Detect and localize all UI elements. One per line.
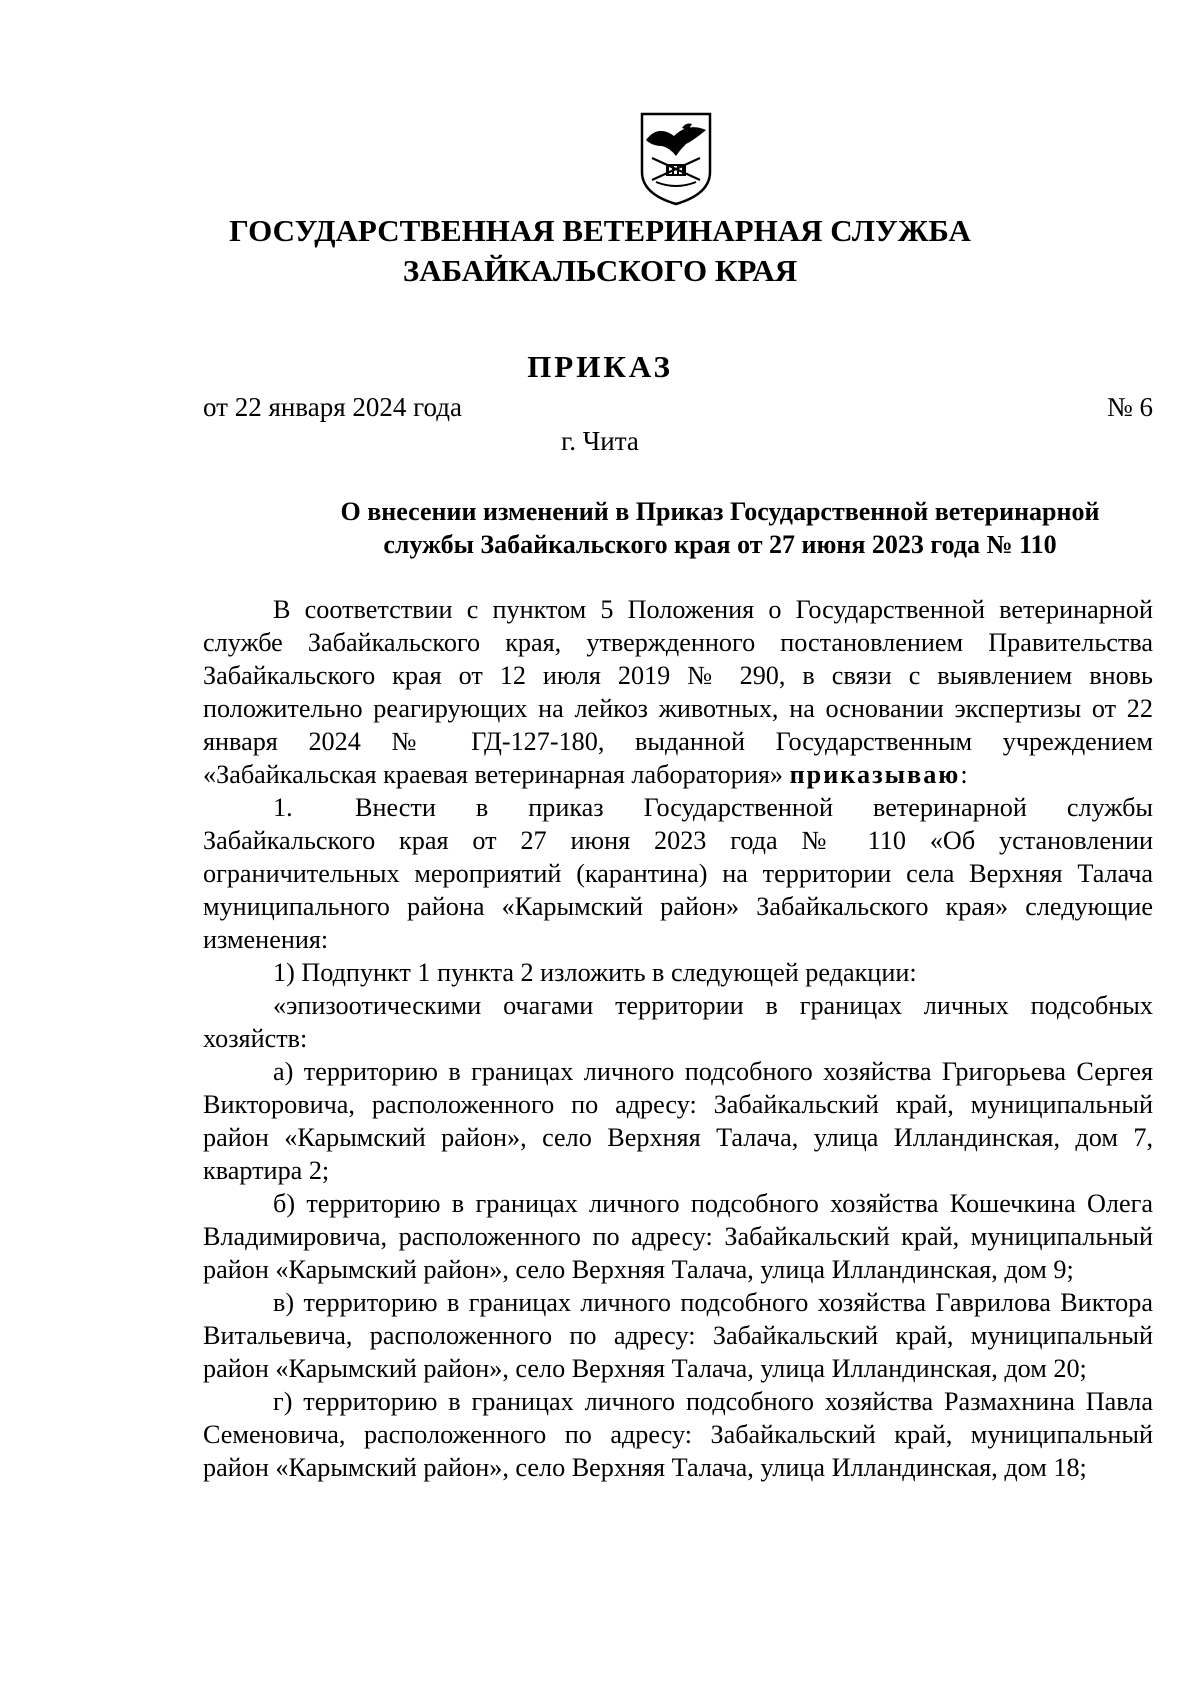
item-1-paragraph — [203, 791, 1153, 956]
agency-name-line1: ГОСУДАРСТВЕННАЯ ВЕТЕРИНАРНАЯ СЛУЖБА — [229, 213, 971, 248]
order-subject-line2: службы Забайкальского края от 27 июня 2023 года № 110 — [383, 530, 1057, 559]
subitem-1-paragraph: 1) Подпункт 1 пункта 2 изложить в следующей редакции: — [273, 958, 917, 987]
quote-intro-paragraph: «эпизоотическими очагами территории в границах личных подсобных хозяйств: — [203, 991, 1153, 1053]
order-subject — [290, 495, 1150, 561]
preamble-paragraph — [203, 593, 1153, 791]
agency-name — [0, 211, 1200, 291]
para-b: б) территорию в границах личного подсобного хозяйства Кошечкина Олега Владимировича, расположенного по адресу: Забайкальский край, муниципальный район «Карымский район», село Верхняя Талача, улица Илландинская, дом 9; — [203, 1189, 1153, 1284]
para-g: г) территорию в границах личного подсобного хозяйства Размахнина Павла Семеновича, расположенного по адресу: Забайкальский край, муниципальный район «Карымский район», село Верхняя Талача, улица Илландинская, дом 18; — [203, 1387, 1153, 1482]
order-body — [203, 593, 1153, 1484]
para-v: в) территорию в границах личного подсобного хозяйства Гаврилова Виктора Витальевича, расположенного по адресу: Забайкальский край, муниципальный район «Карымский район», село Верхняя Талача, улица Илландинская, дом 20; — [203, 1288, 1153, 1383]
agency-name-line2: ЗАБАЙКАЛЬСКОГО КРАЯ — [402, 253, 798, 288]
item-1-text: Внести в приказ Государственной ветеринарной службы Забайкальского края от 27 июня 2023 года № 110 «Об установлении ограничительных мероприятий (карантина) на территории села Верхняя Талача муниципального района «Карымский район» Забайкальского края» следующие изменения: — [203, 793, 1153, 954]
para-a: а) территорию в границах личного подсобного хозяйства Григорьева Сергея Викторовича, расположенного по адресу: Забайкальский край, муниципальный район «Карымский район», село Верхняя Талача, улица Илландинская, дом 7, квартира 2; — [203, 1057, 1153, 1185]
orders-word: приказываю — [789, 760, 961, 789]
preamble-text: В соответствии с пунктом 5 Положения о Государственной ветеринарной службе Забайкальского края, утвержденного постановлением Правительства Забайкальского края от 12 июля 2019 № 290, в связи с выявлением вновь положительно реагирующих на лейкоз животных, на основании экспертизы от 22 января 2024 № ГД-127-180, выданной Государственным учреждением «Забайкальская краевая ветеринарная лаборатория» — [203, 595, 1153, 789]
order-number: № 6 — [1106, 392, 1153, 422]
order-title: ПРИКАЗ — [527, 349, 673, 384]
order-subject-line1: О внесении изменений в Приказ Государственной ветеринарной — [340, 497, 1100, 526]
item-1-number: 1. — [273, 793, 293, 822]
orders-colon: : — [960, 760, 968, 789]
coat-of-arms-emblem — [638, 110, 714, 206]
order-city: г. Чита — [561, 426, 639, 456]
order-date: от 22 января 2024 года — [203, 392, 462, 422]
